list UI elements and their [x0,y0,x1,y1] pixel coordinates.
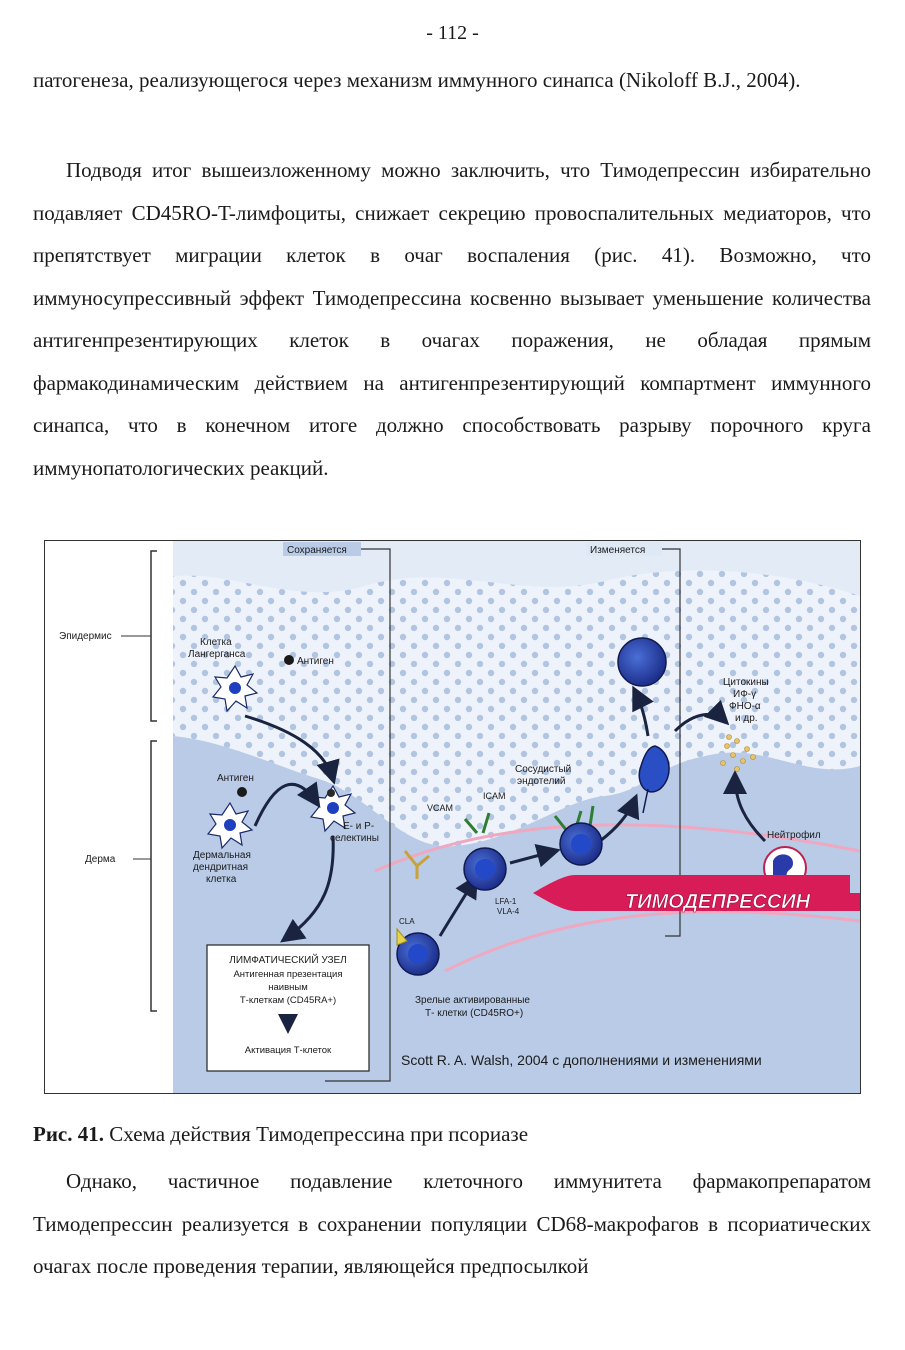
lymph-node-line-5: Активация Т-клеток [244,1045,332,1056]
paragraph-following: Однако, частичное подавление клеточного иммунитета фармакопрепаратом Тимодепрессин реализуется в сохранении популяции CD68-макрофагов в псориатических очагах после проведения терапии, являющейся предпосылкой [33,1169,871,1278]
mature-label-2: Т- клетки (CD45RO+) [425,1008,524,1019]
endothelium-label-2: эндотелий [517,776,566,787]
paragraph-continuation: патогенеза, реализующегося через механизм иммунного синапса (Nikoloff B.J., 2004). [33,68,801,92]
retained-label: Сохраняется [287,545,347,556]
figure-caption [33,1122,528,1147]
selectins-label-1: Е- и Р- [343,821,375,832]
antigen-dot-icon [284,655,294,665]
figure-41 [44,540,861,1094]
neutrophil-label: Нейтрофил [767,830,821,841]
lymph-node-line-2: Антигенная презентация [233,969,343,980]
timodepressin-arrow [533,875,860,913]
caption-text: Схема действия Тимодепрессина при псориазе [109,1122,529,1146]
antigen-dot-icon-2 [237,787,247,797]
page-number: - 112 - [426,22,479,44]
dendritic-label-1: Дермальная [193,850,251,861]
figure-credit: Scott R. A. Walsh, 2004 с дополнениями и изменениями [401,1052,762,1068]
lymph-node-line-4: Т-клеткам (CD45RA+) [239,995,337,1006]
selectins-label-2: селектины [330,833,379,844]
epidermal-t-cell [618,638,666,686]
cytokines-label-1: Цитокины [723,677,769,688]
lymph-node-line-3: наивным [268,982,308,993]
cla-label: CLA [399,917,415,926]
vcam-label: VCAM [427,803,454,813]
mature-label-1: Зрелые активированные [415,995,530,1006]
changed-label: Изменяется [590,545,646,556]
endothelium-label-1: Сосудистый [515,764,572,775]
lfa-label: LFA-1 [495,897,517,906]
cytokines-label-3: ФНО-α [729,701,761,712]
dendritic-label-2: дендритная [193,862,248,873]
cytokines-label-4: и др. [735,713,758,724]
caption-label: Рис. 41. [33,1122,104,1146]
dendritic-label-3: клетка [206,874,237,885]
lymph-node-title: ЛИМФАТИЧЕСКИЙ УЗЕЛ [229,955,347,966]
vla-label: VLA-4 [497,907,520,916]
epidermis-bracket [151,551,157,721]
langerhans-label-2: Лангерганса [188,649,246,660]
epidermis-label: Эпидермис [59,631,112,642]
cytokines-label-2: ИФ-γ [733,689,757,700]
antigen-label: Антиген [297,656,334,667]
timodepressin-label: ТИМОДЕПРЕССИН [625,891,811,913]
dermis-bracket [151,741,157,1011]
paragraph-summary: Подводя итог вышеизложенному можно заключить, что Тимодепрессин избирательно подавляет CD45RO-T-лимфоциты, снижает секрецию провоспалительных медиаторов, что препятствует миграции клеток в очаг воспаления (рис. 41). Возможно, что иммуносупрессивный эффект Тимодепрессина косвенно вызывает уменьшение количества антигенпрезентирующих клеток в очагах поражения, не обладая прямым фармакодинамическим действием на антигенпрезентирующий компартмент иммунного синапса, что в конечном итоге должно способствовать разрыву порочного круга иммунопатологических реакций. [33,158,871,480]
figure-diagram [45,541,860,1093]
dermis-label: Дерма [85,854,116,865]
antigen-label-2: Антиген [217,773,254,784]
icam-label: ICAM [483,791,506,801]
langerhans-label-1: Клетка [200,637,232,648]
